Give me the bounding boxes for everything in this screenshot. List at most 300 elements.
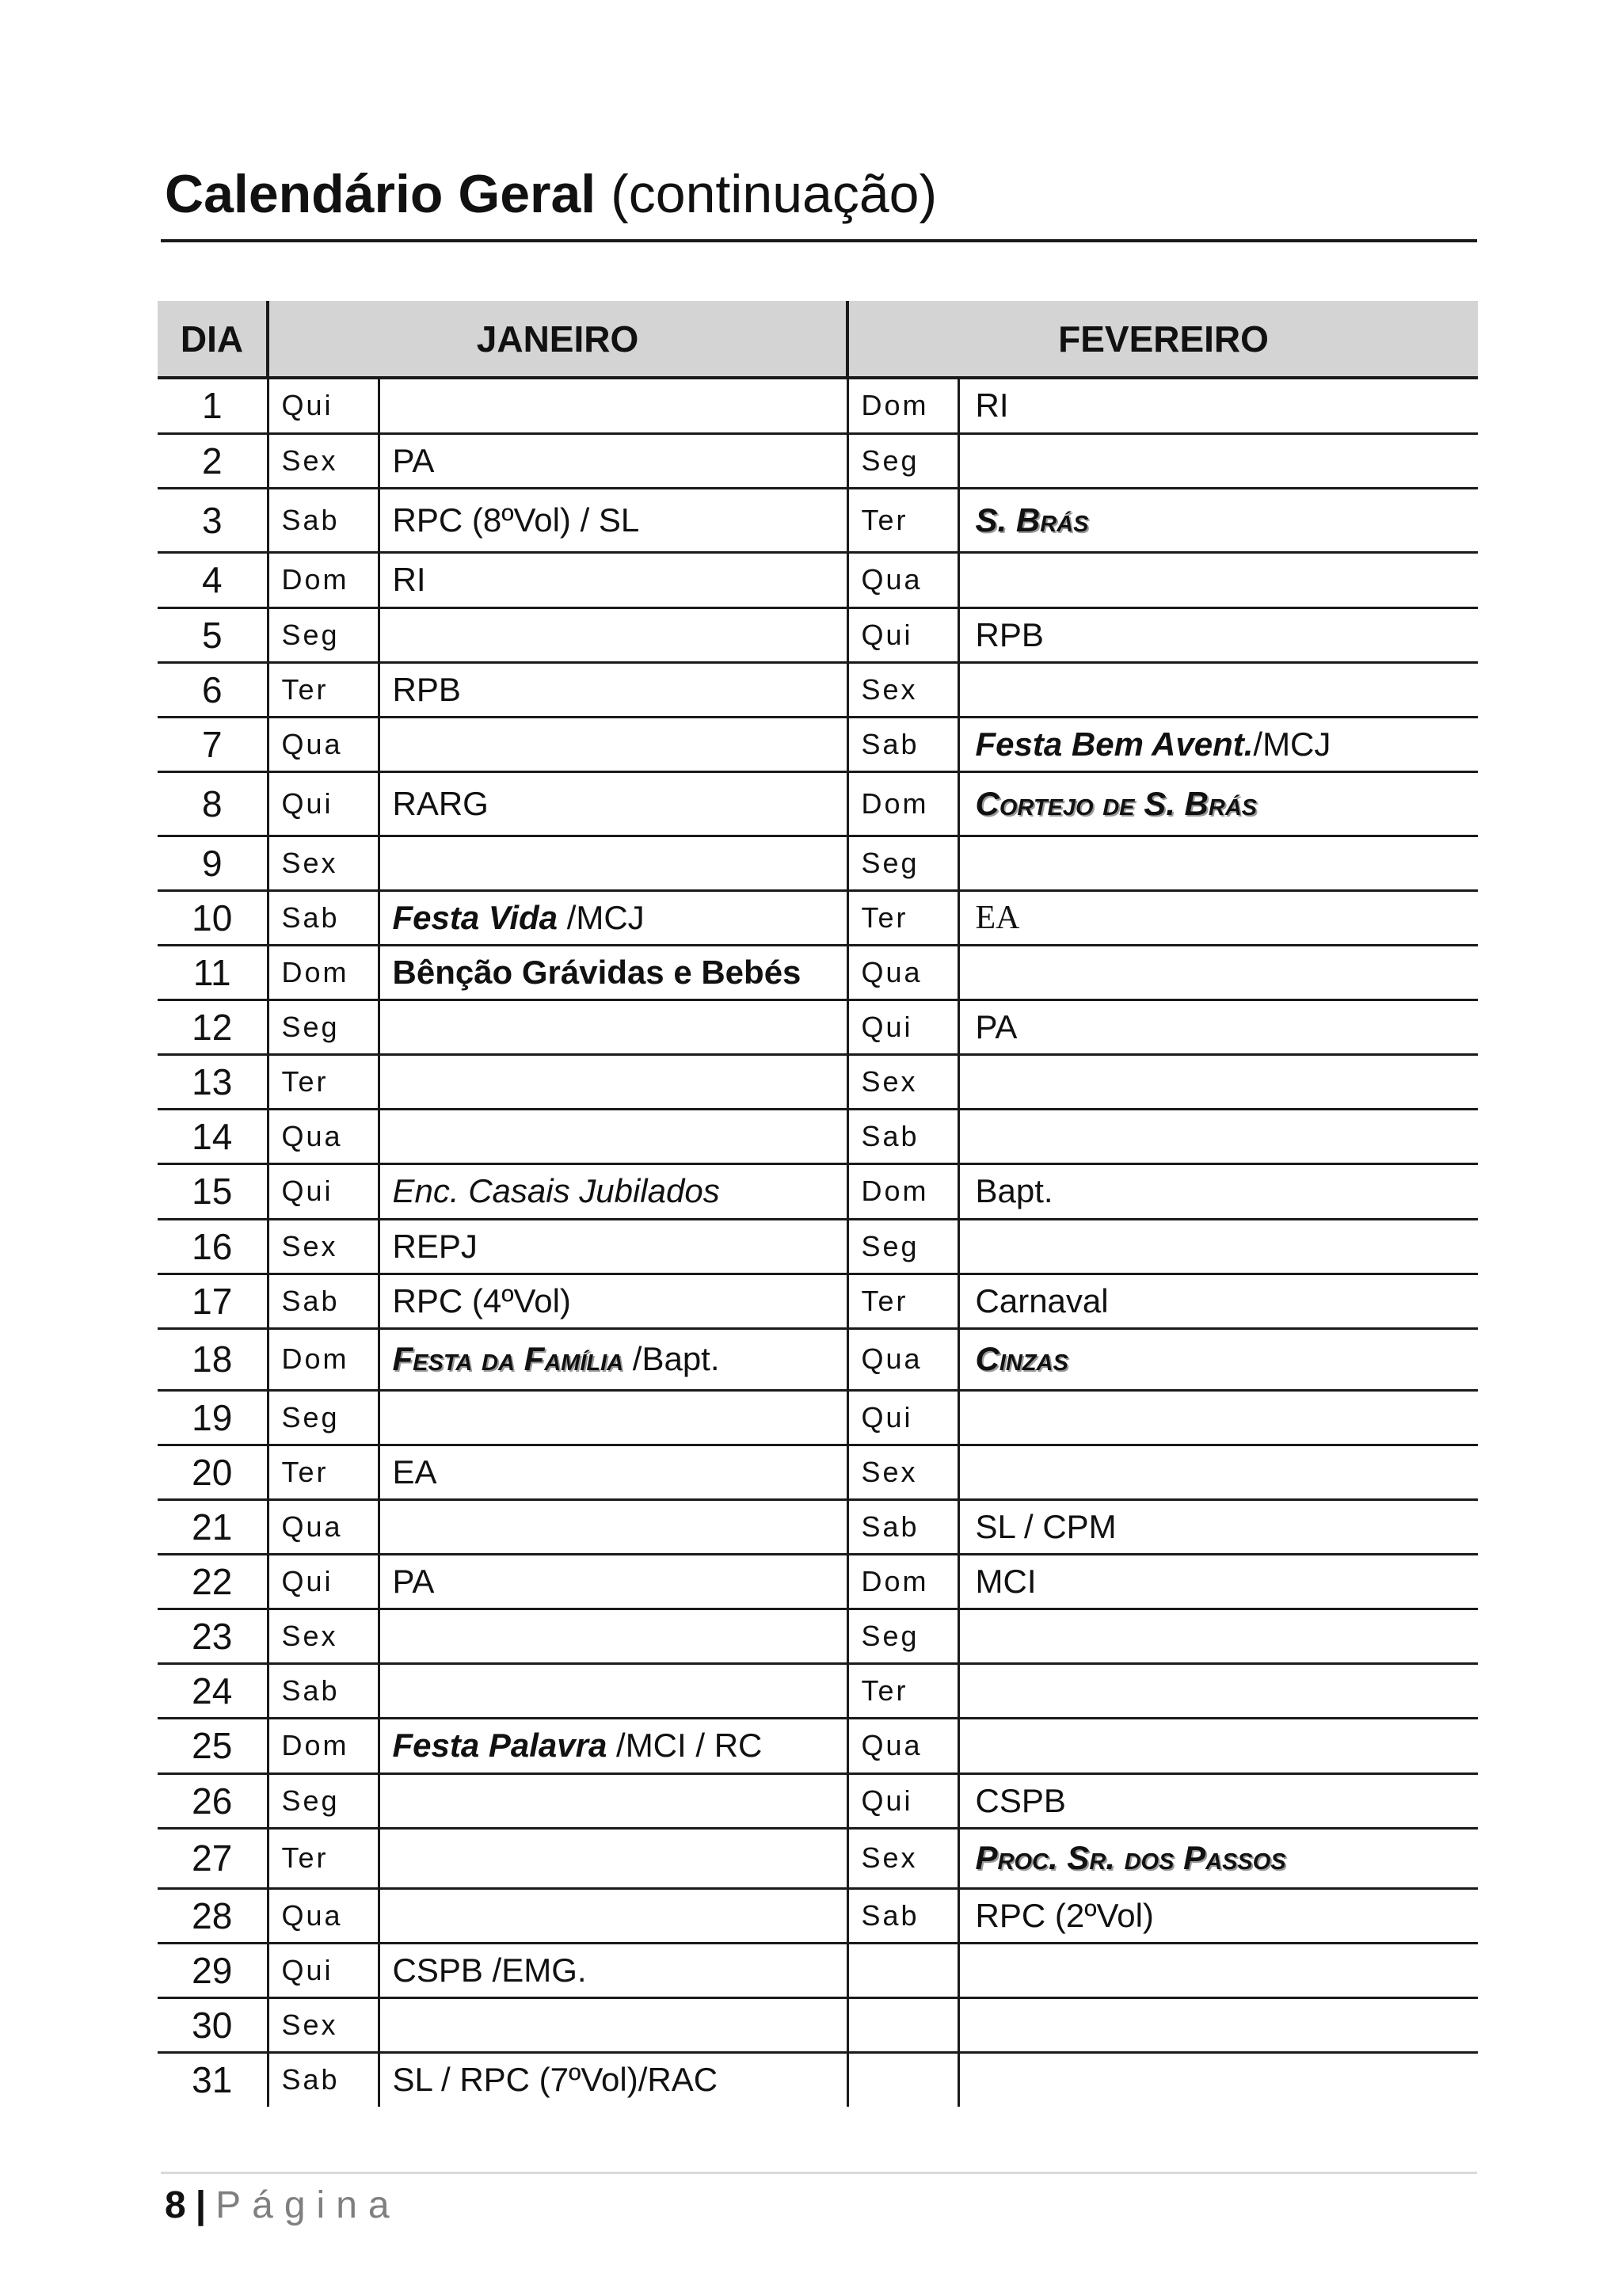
jan-weekday: Sex [281, 2008, 338, 2041]
jan-event-title: Festa da Família [392, 1340, 624, 1377]
jan-weekday-cell [268, 378, 379, 433]
jan-weekday-cell [268, 1943, 379, 1997]
jan-weekday: Sex [281, 1229, 338, 1262]
jan-event: RPC (8ºVol) / SL [392, 501, 640, 539]
day-number: 2 [201, 440, 223, 482]
jan-event-cell [379, 717, 847, 771]
jan-event-cell [379, 488, 847, 552]
feb-weekday-cell [847, 1718, 958, 1773]
day-number: 9 [201, 842, 223, 884]
feb-weekday: Ter [861, 503, 908, 536]
jan-weekday-cell [268, 1163, 379, 1219]
feb-event: Proc. Sr. dos Passos [975, 1839, 1286, 1876]
day-number-cell [158, 1609, 268, 1663]
feb-weekday-cell [847, 378, 958, 433]
jan-weekday-cell [268, 552, 379, 607]
feb-event-cell [958, 607, 1478, 662]
feb-weekday: Qua [861, 563, 923, 596]
feb-event-cell [958, 890, 1478, 945]
table-row [158, 433, 1478, 488]
day-number: 8 [201, 782, 223, 824]
jan-event-cell [379, 1219, 847, 1274]
jan-weekday: Seg [281, 618, 340, 651]
day-number-cell [158, 1328, 268, 1390]
day-number: 6 [201, 668, 223, 710]
feb-weekday-cell [847, 771, 958, 836]
jan-event: PA [392, 441, 435, 479]
feb-event-cell [958, 433, 1478, 488]
feb-event-cell [958, 1390, 1478, 1445]
jan-event-cell [379, 552, 847, 607]
day-number-cell [158, 945, 268, 1000]
jan-weekday-cell [268, 1390, 379, 1445]
day-number: 26 [192, 1780, 233, 1822]
day-number: 14 [192, 1115, 233, 1157]
jan-weekday-cell [268, 607, 379, 662]
feb-weekday-cell [847, 1773, 958, 1828]
jan-event-cell [379, 1499, 847, 1554]
feb-weekday: Sex [861, 672, 918, 706]
feb-weekday-cell [847, 1943, 958, 1997]
jan-event: Enc. Casais Jubilados [392, 1172, 720, 1209]
jan-event-cell [379, 1000, 847, 1054]
day-number: 18 [192, 1338, 233, 1380]
table-row [158, 1274, 1478, 1328]
day-number-cell [158, 1390, 268, 1445]
day-number: 11 [192, 951, 231, 993]
jan-event-note: /MCI / RC [607, 1727, 763, 1764]
jan-event-cell [379, 1554, 847, 1609]
feb-weekday-cell [847, 662, 958, 717]
jan-event-cell [379, 607, 847, 662]
feb-event-title: Festa Bem Avent. [975, 725, 1254, 763]
feb-weekday: Sab [861, 727, 920, 760]
day-number-cell [158, 1554, 268, 1609]
jan-event-cell [379, 1445, 847, 1499]
day-number: 10 [192, 897, 233, 939]
jan-weekday-cell [268, 1000, 379, 1054]
feb-weekday-cell [847, 1663, 958, 1718]
feb-event: SL / CPM [975, 1507, 1117, 1545]
day-number-cell [158, 433, 268, 488]
jan-weekday-cell [268, 433, 379, 488]
jan-weekday: Sab [281, 901, 340, 934]
feb-event-cell [958, 1499, 1478, 1554]
feb-event-cell [958, 1943, 1478, 1997]
jan-weekday-cell [268, 890, 379, 945]
jan-event-cell [379, 1888, 847, 1943]
page-footer [165, 2182, 401, 2229]
feb-event-cell [958, 378, 1478, 433]
page-number: 8 [165, 2184, 186, 2226]
feb-weekday-cell [847, 890, 958, 945]
jan-event: EA [392, 1453, 437, 1491]
day-number-cell [158, 1274, 268, 1328]
day-number: 24 [192, 1670, 233, 1712]
day-number: 13 [192, 1060, 233, 1102]
jan-event-note: /MCJ [558, 898, 645, 936]
day-number-cell [158, 1499, 268, 1554]
feb-weekday: Qui [861, 1010, 913, 1043]
feb-weekday-cell [847, 1163, 958, 1219]
table-row [158, 1663, 1478, 1718]
table-row [158, 1828, 1478, 1888]
jan-event: RARG [392, 784, 489, 822]
jan-weekday: Sab [281, 503, 340, 536]
feb-weekday-cell [847, 1274, 958, 1328]
feb-weekday-cell [847, 1054, 958, 1109]
day-number: 29 [192, 1949, 233, 1991]
feb-weekday-cell [847, 1997, 958, 2052]
table-row [158, 771, 1478, 836]
table-row [158, 552, 1478, 607]
footer-rule [161, 2172, 1477, 2174]
table-row [158, 2052, 1478, 2107]
table-row [158, 488, 1478, 552]
day-number: 19 [192, 1396, 233, 1438]
jan-event-cell [379, 1609, 847, 1663]
feb-event: EA [975, 900, 1020, 936]
feb-event-cell [958, 836, 1478, 890]
jan-weekday-cell [268, 1554, 379, 1609]
day-number-cell [158, 1888, 268, 1943]
feb-weekday: Sex [861, 1064, 918, 1098]
feb-event-cell [958, 662, 1478, 717]
table-row [158, 945, 1478, 1000]
day-number-cell [158, 607, 268, 662]
footer-separator: | [195, 2184, 207, 2226]
feb-weekday-cell [847, 945, 958, 1000]
table-row [158, 1000, 1478, 1054]
day-number: 28 [192, 1894, 233, 1936]
page-label: Página [215, 2184, 401, 2226]
table-row [158, 1609, 1478, 1663]
feb-event: MCI [975, 1562, 1037, 1600]
table-row [158, 1328, 1478, 1390]
feb-event-cell [958, 1609, 1478, 1663]
jan-weekday: Qua [281, 1119, 343, 1152]
table-row [158, 1773, 1478, 1828]
day-number: 7 [201, 723, 223, 765]
title-underline [161, 239, 1477, 242]
jan-weekday-cell [268, 836, 379, 890]
table-row [158, 1718, 1478, 1773]
feb-weekday: Sab [861, 1119, 920, 1152]
feb-weekday: Dom [861, 786, 929, 820]
jan-weekday-cell [268, 1109, 379, 1163]
feb-weekday: Qui [861, 1400, 913, 1434]
jan-weekday: Sab [281, 1284, 340, 1317]
jan-weekday-cell [268, 1445, 379, 1499]
jan-weekday-cell [268, 1499, 379, 1554]
feb-event-cell [958, 552, 1478, 607]
day-number-cell [158, 378, 268, 433]
jan-event-cell [379, 890, 847, 945]
feb-weekday: Dom [861, 389, 929, 422]
day-number: 22 [192, 1560, 233, 1602]
feb-event-cell [958, 2052, 1478, 2107]
jan-weekday: Qua [281, 1510, 343, 1543]
jan-weekday: Ter [281, 1455, 329, 1488]
jan-weekday: Dom [281, 1342, 349, 1375]
table-row [158, 378, 1478, 433]
feb-event-cell [958, 1997, 1478, 2052]
table-row [158, 1109, 1478, 1163]
feb-weekday: Qua [861, 1729, 923, 1761]
jan-weekday: Qui [281, 1564, 333, 1597]
jan-weekday: Qui [281, 1953, 333, 1986]
feb-weekday: Sex [861, 1841, 918, 1874]
jan-weekday-cell [268, 1274, 379, 1328]
feb-weekday-cell [847, 717, 958, 771]
day-number-cell [158, 488, 268, 552]
feb-event: RPB [975, 615, 1044, 653]
day-number: 30 [192, 2004, 233, 2046]
feb-weekday-cell [847, 488, 958, 552]
feb-event-cell [958, 1219, 1478, 1274]
jan-weekday: Dom [281, 955, 349, 988]
feb-weekday: Qua [861, 1342, 923, 1375]
feb-weekday-cell [847, 1499, 958, 1554]
day-number-cell [158, 890, 268, 945]
day-number-cell [158, 771, 268, 836]
jan-event-cell [379, 662, 847, 717]
jan-weekday-cell [268, 1609, 379, 1663]
feb-event-cell [958, 1000, 1478, 1054]
table-row [158, 1390, 1478, 1445]
calendar-table [158, 301, 1478, 2107]
day-number: 27 [192, 1837, 233, 1879]
jan-weekday: Sex [281, 444, 338, 477]
day-number-cell [158, 1219, 268, 1274]
day-number-cell [158, 1663, 268, 1718]
feb-weekday-cell [847, 1109, 958, 1163]
jan-event-note: /Bapt. [623, 1340, 720, 1377]
day-number: 25 [192, 1725, 233, 1766]
day-number: 1 [201, 385, 223, 427]
day-number-cell [158, 662, 268, 717]
feb-event-cell [958, 1054, 1478, 1109]
jan-weekday-cell [268, 1054, 379, 1109]
feb-weekday-cell [847, 1609, 958, 1663]
jan-weekday: Qua [281, 727, 343, 760]
feb-weekday-cell [847, 1828, 958, 1888]
jan-event: PA [392, 1562, 435, 1600]
jan-event: CSPB /EMG. [392, 1951, 587, 1989]
feb-weekday-cell [847, 1554, 958, 1609]
feb-event-cell [958, 1274, 1478, 1328]
jan-weekday: Ter [281, 1064, 329, 1098]
feb-event-cell [958, 1445, 1478, 1499]
feb-weekday: Dom [861, 1564, 929, 1597]
day-number: 12 [192, 1006, 233, 1048]
feb-event: Carnaval [975, 1281, 1109, 1319]
jan-event: Bênção Grávidas e Bebés [392, 953, 801, 991]
feb-weekday-cell [847, 433, 958, 488]
jan-event-cell [379, 771, 847, 836]
feb-event-cell [958, 1109, 1478, 1163]
feb-weekday-cell [847, 2052, 958, 2107]
table-row [158, 1054, 1478, 1109]
day-number-cell [158, 1054, 268, 1109]
feb-event-cell [958, 488, 1478, 552]
feb-weekday-cell [847, 1888, 958, 1943]
table-row [158, 1445, 1478, 1499]
jan-event-cell [379, 836, 847, 890]
jan-weekday: Seg [281, 1784, 340, 1817]
day-number: 31 [192, 2059, 233, 2101]
jan-weekday-cell [268, 1663, 379, 1718]
jan-weekday: Sex [281, 846, 338, 879]
feb-weekday-cell [847, 1390, 958, 1445]
jan-event-cell [379, 1943, 847, 1997]
feb-weekday: Sab [861, 1898, 920, 1932]
jan-weekday: Ter [281, 1841, 329, 1874]
feb-event-cell [958, 945, 1478, 1000]
feb-weekday: Sex [861, 1455, 918, 1488]
jan-event-cell [379, 1718, 847, 1773]
jan-weekday: Dom [281, 1729, 349, 1761]
feb-event: Cortejo de S. Brás [975, 784, 1258, 822]
table-row [158, 1499, 1478, 1554]
day-number-cell [158, 1109, 268, 1163]
feb-weekday: Seg [861, 846, 920, 879]
feb-event: Bapt. [975, 1172, 1053, 1209]
jan-weekday-cell [268, 1828, 379, 1888]
jan-weekday: Seg [281, 1400, 340, 1434]
day-number: 21 [192, 1506, 233, 1548]
jan-weekday-cell [268, 2052, 379, 2107]
jan-weekday-cell [268, 1997, 379, 2052]
feb-event-cell [958, 1163, 1478, 1219]
feb-event-note: /MCJ [1253, 725, 1331, 763]
feb-event-cell [958, 717, 1478, 771]
header-dia: DIA [158, 301, 268, 378]
table-row [158, 607, 1478, 662]
feb-weekday-cell [847, 1000, 958, 1054]
feb-weekday-cell [847, 607, 958, 662]
table-row [158, 1888, 1478, 1943]
header-fevereiro: FEVEREIRO [847, 301, 1478, 378]
feb-event: PA [975, 1007, 1018, 1045]
day-number-cell [158, 1445, 268, 1499]
feb-weekday: Ter [861, 901, 908, 934]
feb-event: S. Brás [975, 501, 1089, 539]
jan-weekday: Qua [281, 1898, 343, 1932]
day-number-cell [158, 552, 268, 607]
jan-event-cell [379, 1328, 847, 1390]
jan-weekday-cell [268, 1718, 379, 1773]
day-number-cell [158, 1943, 268, 1997]
jan-weekday-cell [268, 488, 379, 552]
feb-weekday-cell [847, 1445, 958, 1499]
day-number: 17 [192, 1280, 233, 1322]
jan-weekday: Seg [281, 1010, 340, 1043]
feb-event: Cinzas [975, 1340, 1068, 1377]
jan-event-cell [379, 1773, 847, 1828]
page-title [165, 162, 937, 226]
feb-weekday-cell [847, 552, 958, 607]
calendar-body [158, 378, 1478, 2107]
table-row [158, 717, 1478, 771]
jan-event-cell [379, 945, 847, 1000]
jan-event: RI [392, 561, 426, 598]
jan-event-cell [379, 2052, 847, 2107]
jan-weekday-cell [268, 1888, 379, 1943]
feb-event-cell [958, 1888, 1478, 1943]
feb-weekday: Dom [861, 1175, 929, 1207]
jan-event-cell [379, 1163, 847, 1219]
feb-event-cell [958, 1773, 1478, 1828]
feb-event-cell [958, 1328, 1478, 1390]
day-number: 4 [201, 559, 223, 600]
day-number-cell [158, 1997, 268, 2052]
jan-weekday-cell [268, 662, 379, 717]
jan-weekday: Sab [281, 1673, 340, 1707]
jan-event-cell [379, 1109, 847, 1163]
jan-weekday-cell [268, 771, 379, 836]
feb-event-cell [958, 771, 1478, 836]
jan-event-cell [379, 1828, 847, 1888]
day-number-cell [158, 2052, 268, 2107]
feb-weekday: Ter [861, 1673, 908, 1707]
jan-weekday: Dom [281, 563, 349, 596]
header-janeiro: JANEIRO [268, 301, 847, 378]
jan-event-cell [379, 1054, 847, 1109]
feb-weekday: Seg [861, 444, 920, 477]
jan-event-cell [379, 433, 847, 488]
day-number: 23 [192, 1615, 233, 1657]
title-sub: (continuação) [611, 164, 938, 224]
jan-weekday: Qui [281, 786, 333, 820]
table-row [158, 1219, 1478, 1274]
feb-event: RI [975, 386, 1009, 425]
jan-weekday-cell [268, 717, 379, 771]
day-number-cell [158, 1828, 268, 1888]
jan-weekday-cell [268, 1773, 379, 1828]
day-number-cell [158, 836, 268, 890]
jan-event-cell [379, 1274, 847, 1328]
day-number: 20 [192, 1451, 233, 1493]
jan-event: REPJ [392, 1227, 478, 1265]
feb-event: RPC (2ºVol) [975, 1896, 1154, 1934]
feb-weekday: Qui [861, 618, 913, 651]
feb-weekday: Seg [861, 1229, 920, 1262]
jan-event-cell [379, 1663, 847, 1718]
day-number-cell [158, 1163, 268, 1219]
jan-weekday: Sex [281, 1619, 338, 1652]
jan-event: RPC (4ºVol) [392, 1281, 571, 1319]
feb-event-cell [958, 1828, 1478, 1888]
jan-event: SL / RPC (7ºVol)/RAC [392, 2061, 718, 2099]
feb-weekday-cell [847, 1328, 958, 1390]
jan-weekday: Qui [281, 1175, 333, 1207]
jan-event-cell [379, 1390, 847, 1445]
jan-weekday: Qui [281, 389, 333, 422]
day-number: 15 [192, 1171, 233, 1212]
jan-weekday: Sab [281, 2063, 340, 2096]
table-row [158, 662, 1478, 717]
jan-event-title: Festa Palavra [392, 1727, 607, 1764]
jan-event-cell [379, 378, 847, 433]
feb-event: CSPB [975, 1781, 1066, 1819]
jan-weekday: Ter [281, 672, 329, 706]
day-number-cell [158, 1773, 268, 1828]
feb-weekday: Ter [861, 1284, 908, 1317]
jan-event-title: Festa Vida [392, 898, 558, 936]
table-row [158, 1943, 1478, 1997]
table-row [158, 836, 1478, 890]
